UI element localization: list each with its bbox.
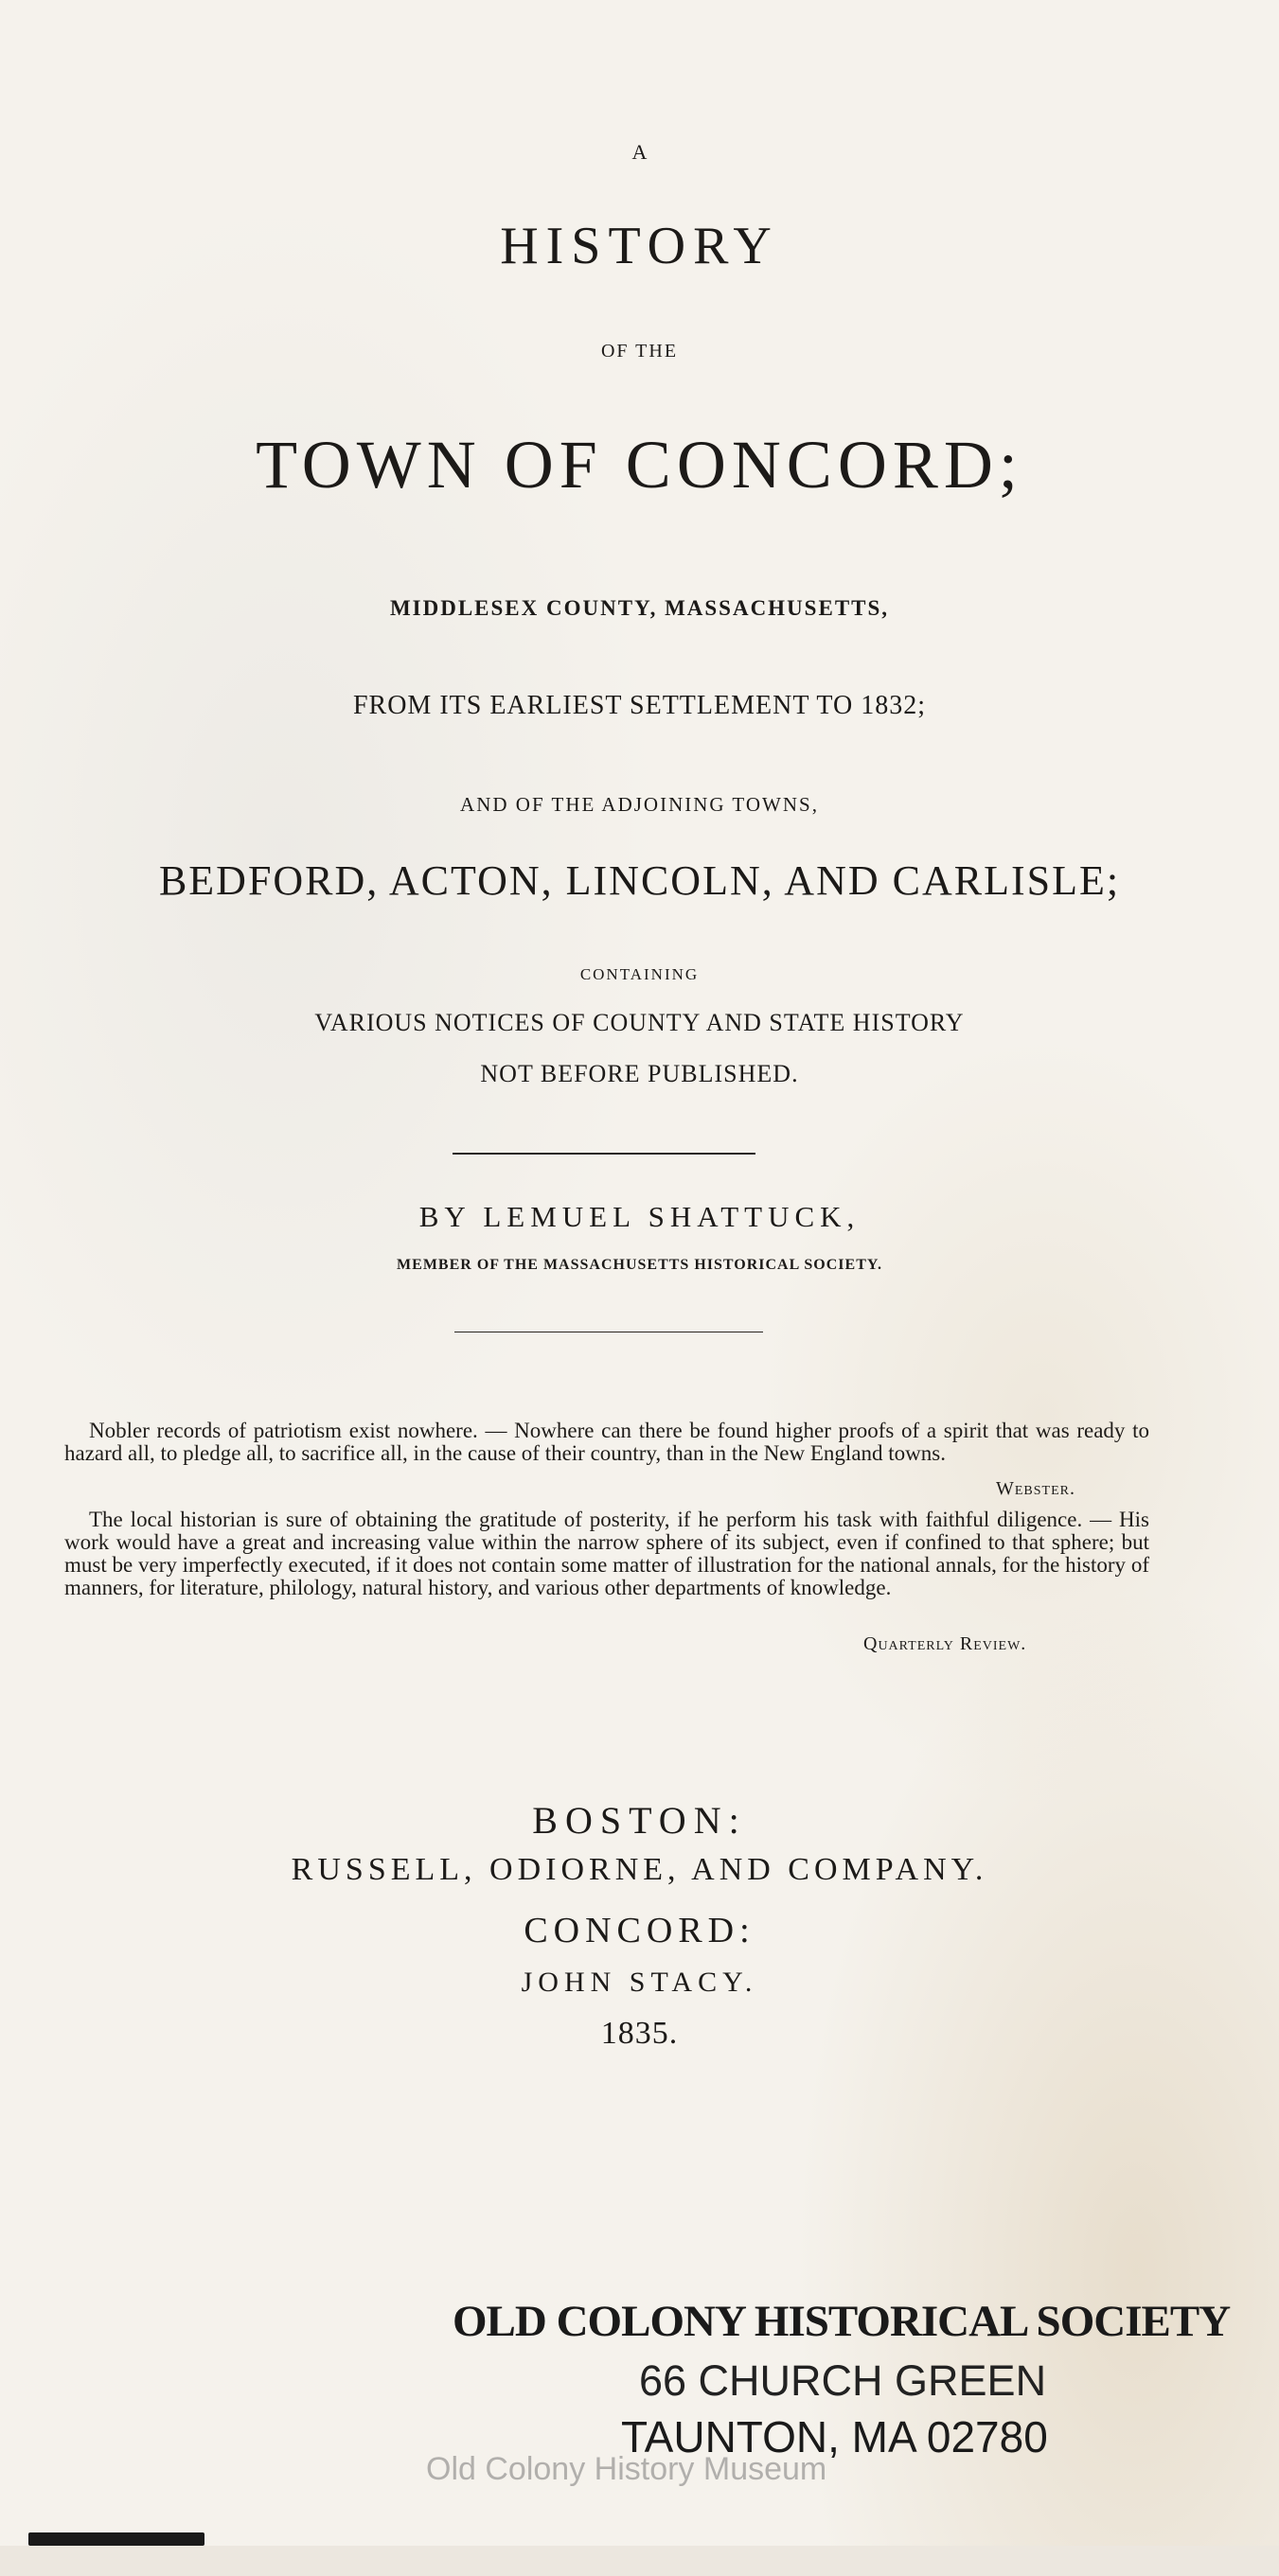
page-bottom-edge (0, 2546, 1279, 2576)
subtitle-settlement: FROM ITS EARLIEST SETTLEMENT TO 1832; (352, 691, 927, 720)
notices-line-2: NOT BEFORE PUBLISHED. (480, 1060, 799, 1087)
notices-line-1: VARIOUS NOTICES OF COUNTY AND STATE HISTORY (314, 1009, 965, 1036)
subtitle-towns: BEDFORD, ACTON, LINCOLN, AND CARLISLE; (158, 857, 1121, 904)
imprint-printer: JOHN STACY. (521, 1967, 758, 1998)
label-containing: CONTAINING (579, 965, 700, 983)
imprint-boston: BOSTON: (532, 1799, 747, 1842)
stamp-address: 66 CHURCH GREEN (639, 2356, 1047, 2405)
imprint-publisher: RUSSELL, ODIORNE, AND COMPANY. (291, 1852, 988, 1887)
divider-top (453, 1153, 755, 1155)
watermark: Old Colony History Museum (426, 2451, 827, 2487)
attribution-quarterly: Quarterly Review. (863, 1633, 1027, 1654)
author-membership: MEMBER OF THE MASSACHUSETTS HISTORICAL SOCIETY. (397, 1257, 882, 1273)
stamp-city: TAUNTON, MA 02780 (621, 2412, 1048, 2461)
epigraph-quarterly-text: The local historian is sure of obtaining the gratitude of posterity, if he perform his task with faithful diligence. — His work would have a great and increasing value within the narrow sphere of its subject, even if confined to that sphere; but must be very imperfectly executed, if it does not contain some matter of illustration for the national annals, for the history of manners, for literature, philology, natural history, and various other departments of knowledge. (64, 1508, 1149, 1599)
epigraph-webster-text: Nobler records of patriotism exist nowhere. — Nowhere can there be found higher proofs of a spirit that was ready to hazard all, to pledge all, to sacrifice all, in the cause of their country, than in the New England towns. (64, 1419, 1149, 1465)
subtitle-county: MIDDLESEX COUNTY, MASSACHUSETTS, (389, 596, 890, 620)
imprint-concord: CONCORD: (524, 1911, 755, 1950)
article-a: A (631, 140, 648, 164)
title-of-the: OF THE (600, 341, 679, 362)
title-town-of-concord: TOWN OF CONCORD; (256, 427, 1023, 503)
epigraph-webster (64, 1420, 1149, 1465)
imprint-year: 1835. (600, 2016, 679, 2051)
stamp-society-name: OLD COLONY HISTORICAL SOCIETY (453, 2297, 1231, 2346)
author-line: BY LEMUEL SHATTUCK, (418, 1200, 861, 1233)
subtitle-adjoining: AND OF THE ADJOINING TOWNS, (460, 793, 819, 816)
title-history: HISTORY (500, 217, 779, 275)
epigraph-quarterly (64, 1509, 1149, 1599)
binding-edge (28, 2532, 204, 2546)
attribution-webster: Webster. (996, 1478, 1075, 1499)
